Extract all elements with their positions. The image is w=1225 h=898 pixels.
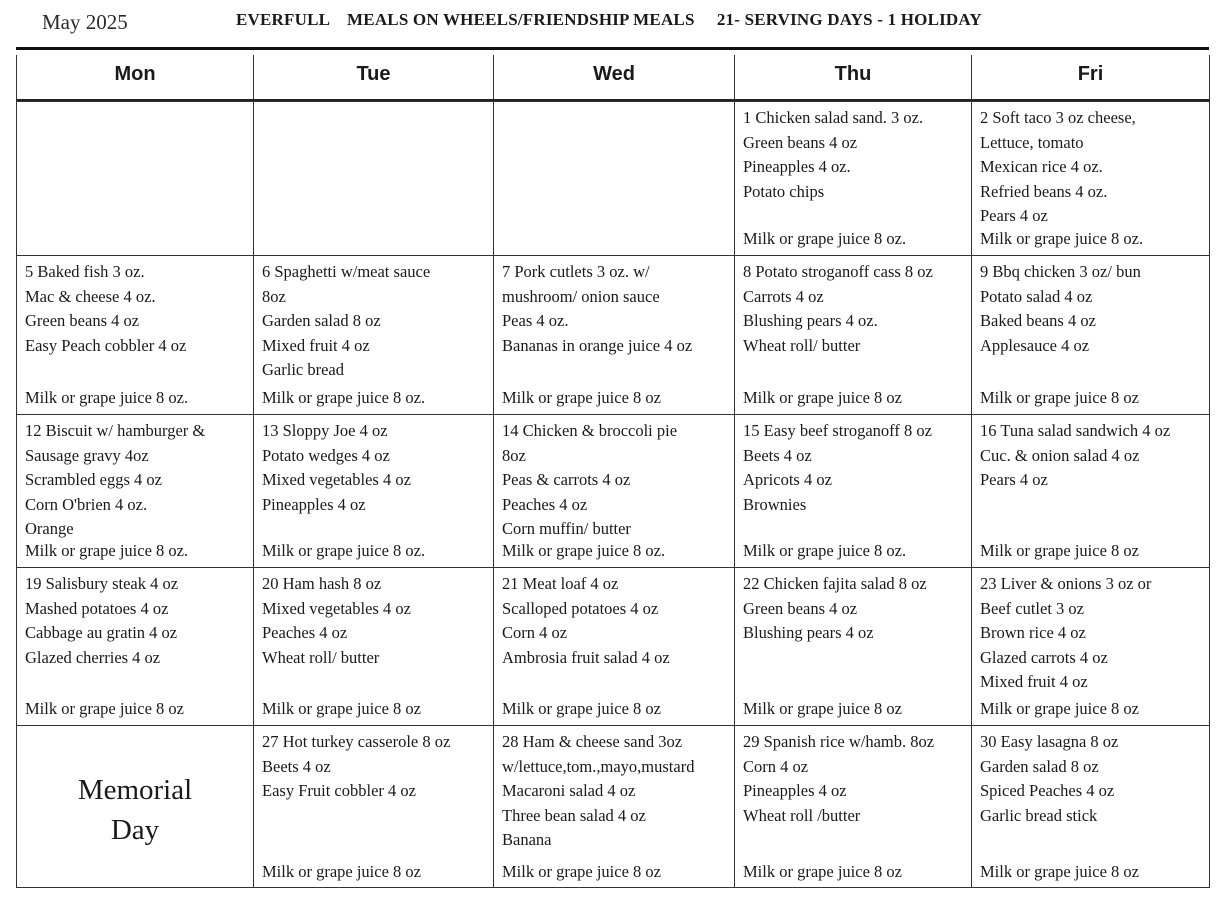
menu-item: Blushing pears 4 oz: [743, 623, 874, 642]
menu-item: Lettuce, tomato: [980, 132, 1084, 152]
menu-items: [980, 419, 1207, 493]
beverage-item: Milk or grape juice 8 oz: [502, 388, 661, 407]
menu-cell-week5-wed: [494, 725, 735, 888]
menu-item: Corn O'brien 4 oz.: [25, 494, 148, 514]
menu-cell-week4-tue: [254, 567, 494, 725]
beverage-item: Milk or grape juice 8 oz: [502, 862, 661, 881]
beverage-item: Milk or grape juice 8 oz: [980, 541, 1139, 560]
menu-items: [25, 572, 251, 670]
menu-item: Pears 4 oz: [980, 206, 1048, 225]
menu-item: 22 Chicken fajita salad 8 oz: [743, 574, 927, 593]
menu-cell-week5-mon: [17, 725, 254, 888]
menu-cell-week4-mon: [17, 567, 254, 725]
menu-item: 5 Baked fish 3 oz.: [25, 262, 145, 281]
menu-item: Wheat roll /butter: [743, 805, 861, 825]
menu-item: 8oz: [502, 445, 526, 465]
menu-item: Cabbage au gratin 4 oz: [25, 623, 178, 642]
menu-item: Macaroni salad 4 oz: [502, 781, 636, 800]
menu-cell-week4-thu: [735, 567, 972, 725]
menu-item: Mixed fruit 4 oz: [262, 335, 370, 355]
menu-item: Brownies: [743, 494, 807, 514]
menu-cell-week3-mon: [17, 414, 254, 567]
beverage-item: Milk or grape juice 8 oz: [980, 862, 1139, 881]
menu-item: Peaches 4 oz: [262, 623, 348, 642]
menu-item: Green beans 4 oz: [743, 598, 858, 618]
menu-item: Mac & cheese 4 oz.: [25, 286, 156, 306]
menu-item: 7 Pork cutlets 3 oz. w/: [502, 262, 650, 281]
menu-cell-week2-fri: [972, 255, 1210, 414]
menu-cell-week5-fri: [972, 725, 1210, 888]
menu-item: 15 Easy beef stroganoff 8 oz: [743, 421, 932, 440]
menu-item: 27 Hot turkey casserole 8 oz: [262, 732, 451, 751]
beverage-item: Milk or grape juice 8 oz: [262, 862, 421, 881]
menu-items: [743, 730, 969, 828]
menu-item: Three bean salad 4 oz: [502, 805, 646, 825]
menu-items: [262, 419, 491, 517]
menu-item: Green beans 4 oz: [743, 132, 858, 152]
menu-item: 13 Sloppy Joe 4 oz: [262, 421, 388, 440]
menu-items: [502, 730, 732, 853]
menu-item: Scrambled eggs 4 oz: [25, 470, 163, 489]
menu-item: Green beans 4 oz: [25, 311, 140, 330]
menu-item: Banana: [502, 830, 552, 849]
menu-item: Garlic bread stick: [980, 805, 1098, 825]
beverage-item: Milk or grape juice 8 oz: [743, 862, 902, 881]
menu-cell-week1-tue: [254, 101, 494, 255]
menu-item: Garden salad 8 oz: [262, 311, 381, 330]
menu-cell-week4-fri: [972, 567, 1210, 725]
day-header-thu: Thu: [735, 55, 972, 101]
menu-item: 2 Soft taco 3 oz cheese,: [980, 108, 1136, 127]
menu-items: [743, 572, 969, 646]
menu-cell-week1-mon: [17, 101, 254, 255]
menu-items: [980, 572, 1207, 695]
beverage-item: Milk or grape juice 8 oz.: [25, 388, 189, 407]
beverage-item: Milk or grape juice 8 oz: [980, 699, 1139, 718]
menu-item: Spiced Peaches 4 oz: [980, 781, 1115, 800]
menu-item: 8 Potato stroganoff cass 8 oz: [743, 262, 933, 281]
menu-cell-week3-tue: [254, 414, 494, 567]
beverage-item: Milk or grape juice 8 oz: [743, 699, 902, 718]
menu-item: Orange: [25, 519, 74, 538]
day-header-tue: Tue: [254, 55, 494, 101]
menu-cell-week1-wed: [494, 101, 735, 255]
month-label: May 2025: [42, 10, 128, 34]
beverage-item: Milk or grape juice 8 oz.: [980, 229, 1144, 248]
menu-item: Pears 4 oz: [980, 470, 1048, 489]
menu-cell-week3-fri: [972, 414, 1210, 567]
menu-item: 6 Spaghetti w/meat sauce: [262, 262, 431, 281]
menu-item: Bananas in orange juice 4 oz: [502, 335, 693, 355]
menu-item: Glazed cherries 4 oz: [25, 647, 161, 667]
menu-items: [980, 260, 1207, 358]
menu-cell-week3-wed: [494, 414, 735, 567]
menu-item: 14 Chicken & broccoli pie: [502, 421, 678, 440]
menu-item: Easy Fruit cobbler 4 oz: [262, 781, 416, 800]
menu-item: Cuc. & onion salad 4 oz: [980, 445, 1140, 465]
menu-cell-week5-tue: [254, 725, 494, 888]
menu-items: [743, 419, 969, 517]
menu-title: EVERFULL MEALS ON WHEELS/FRIENDSHIP MEALS 21- SERVING DAYS - 1 HOLIDAY: [236, 10, 982, 29]
menu-item: mushroom/ onion sauce: [502, 286, 660, 306]
menu-item: Wheat roll/ butter: [262, 647, 380, 667]
menu-cell-week1-thu: [735, 101, 972, 255]
menu-item: 12 Biscuit w/ hamburger &: [25, 421, 206, 440]
beverage-item: Milk or grape juice 8 oz.: [262, 541, 426, 560]
menu-item: Peas 4 oz.: [502, 311, 569, 330]
beverage-item: Milk or grape juice 8 oz.: [25, 541, 189, 560]
menu-cell-week1-fri: [972, 101, 1210, 255]
menu-item: 19 Salisbury steak 4 oz: [25, 574, 179, 593]
menu-item: Pineapples 4 oz: [262, 494, 366, 514]
menu-item: 9 Bbq chicken 3 oz/ bun: [980, 262, 1141, 281]
menu-items: [262, 260, 491, 383]
beverage-item: Milk or grape juice 8 oz: [743, 388, 902, 407]
menu-item: Refried beans 4 oz.: [980, 181, 1108, 201]
menu-items: [743, 260, 969, 358]
menu-item: 30 Easy lasagna 8 oz: [980, 732, 1119, 751]
menu-item: Mexican rice 4 oz.: [980, 157, 1103, 176]
menu-items: [502, 419, 732, 542]
menu-items: [980, 730, 1207, 828]
beverage-item: Milk or grape juice 8 oz.: [262, 388, 426, 407]
beverage-item: Milk or grape juice 8 oz: [25, 699, 184, 718]
menu-item: Beef cutlet 3 oz: [980, 598, 1084, 618]
menu-item: Pineapples 4 oz: [743, 781, 847, 800]
menu-item: Mixed vegetables 4 oz: [262, 470, 411, 489]
menu-item: 16 Tuna salad sandwich 4 oz: [980, 421, 1171, 440]
menu-item: Potato wedges 4 oz: [262, 445, 390, 465]
menu-item: Mixed fruit 4 oz: [980, 672, 1088, 691]
menu-item: Mashed potatoes 4 oz: [25, 598, 169, 618]
menu-item: Applesauce 4 oz: [980, 335, 1090, 355]
beverage-item: Milk or grape juice 8 oz.: [502, 541, 666, 560]
beverage-item: Milk or grape juice 8 oz: [502, 699, 661, 718]
menu-item: Beets 4 oz: [743, 445, 812, 465]
day-header-wed: Wed: [494, 55, 735, 101]
menu-items: [25, 260, 251, 358]
title-rule: [16, 47, 1209, 50]
menu-item: Corn 4 oz: [502, 623, 568, 642]
menu-item: Corn 4 oz: [743, 756, 809, 776]
menu-item: Potato salad 4 oz: [980, 286, 1093, 306]
menu-calendar: [16, 55, 1209, 888]
menu-item: 23 Liver & onions 3 oz or: [980, 574, 1152, 593]
beverage-item: Milk or grape juice 8 oz: [262, 699, 421, 718]
menu-item: Scalloped potatoes 4 oz: [502, 598, 659, 618]
menu-item: Apricots 4 oz: [743, 470, 832, 489]
menu-item: Baked beans 4 oz: [980, 311, 1096, 330]
menu-items: [25, 419, 251, 542]
menu-item: 8oz: [262, 286, 286, 306]
menu-item: Peaches 4 oz: [502, 494, 588, 514]
beverage-item: Milk or grape juice 8 oz.: [743, 229, 907, 248]
menu-item: w/lettuce,tom.,mayo,mustard: [502, 756, 695, 776]
menu-item: Easy Peach cobbler 4 oz: [25, 335, 187, 355]
menu-cell-week4-wed: [494, 567, 735, 725]
menu-item: 1 Chicken salad sand. 3 oz.: [743, 108, 924, 127]
menu-item: 20 Ham hash 8 oz: [262, 574, 382, 593]
menu-item: Corn muffin/ butter: [502, 519, 631, 538]
beverage-item: Milk or grape juice 8 oz.: [743, 541, 907, 560]
menu-cell-week2-tue: [254, 255, 494, 414]
menu-item: Garden salad 8 oz: [980, 756, 1099, 776]
menu-item: Sausage gravy 4oz: [25, 445, 149, 465]
menu-cell-week2-wed: [494, 255, 735, 414]
day-header-fri: Fri: [972, 55, 1210, 101]
menu-item: Beets 4 oz: [262, 756, 331, 776]
menu-item: 28 Ham & cheese sand 3oz: [502, 732, 683, 751]
menu-items: [743, 106, 969, 204]
menu-cell-week3-thu: [735, 414, 972, 567]
menu-item: Peas & carrots 4 oz: [502, 470, 631, 489]
menu-item: Ambrosia fruit salad 4 oz: [502, 647, 670, 667]
menu-cell-week2-mon: [17, 255, 254, 414]
menu-item: Potato chips: [743, 181, 825, 201]
menu-items: [262, 572, 491, 670]
menu-items: [502, 260, 732, 358]
holiday-label: Memorial Day: [77, 774, 193, 846]
menu-item: 21 Meat loaf 4 oz: [502, 574, 619, 593]
menu-items: [980, 106, 1207, 229]
menu-item: Wheat roll/ butter: [743, 335, 861, 355]
menu-item: Garlic bread: [262, 360, 344, 379]
menu-cell-week5-thu: [735, 725, 972, 888]
menu-item: Blushing pears 4 oz.: [743, 311, 878, 330]
menu-items: [502, 572, 732, 670]
menu-cell-week2-thu: [735, 255, 972, 414]
menu-item: Mixed vegetables 4 oz: [262, 598, 411, 618]
menu-item: Brown rice 4 oz: [980, 623, 1086, 642]
menu-item: 29 Spanish rice w/hamb. 8oz: [743, 732, 935, 751]
menu-item: Carrots 4 oz: [743, 286, 824, 306]
menu-item: Pineapples 4 oz.: [743, 157, 851, 176]
menu-items: [262, 730, 491, 804]
day-header-mon: Mon: [17, 55, 254, 101]
beverage-item: Milk or grape juice 8 oz: [980, 388, 1139, 407]
menu-item: Glazed carrots 4 oz: [980, 647, 1108, 667]
